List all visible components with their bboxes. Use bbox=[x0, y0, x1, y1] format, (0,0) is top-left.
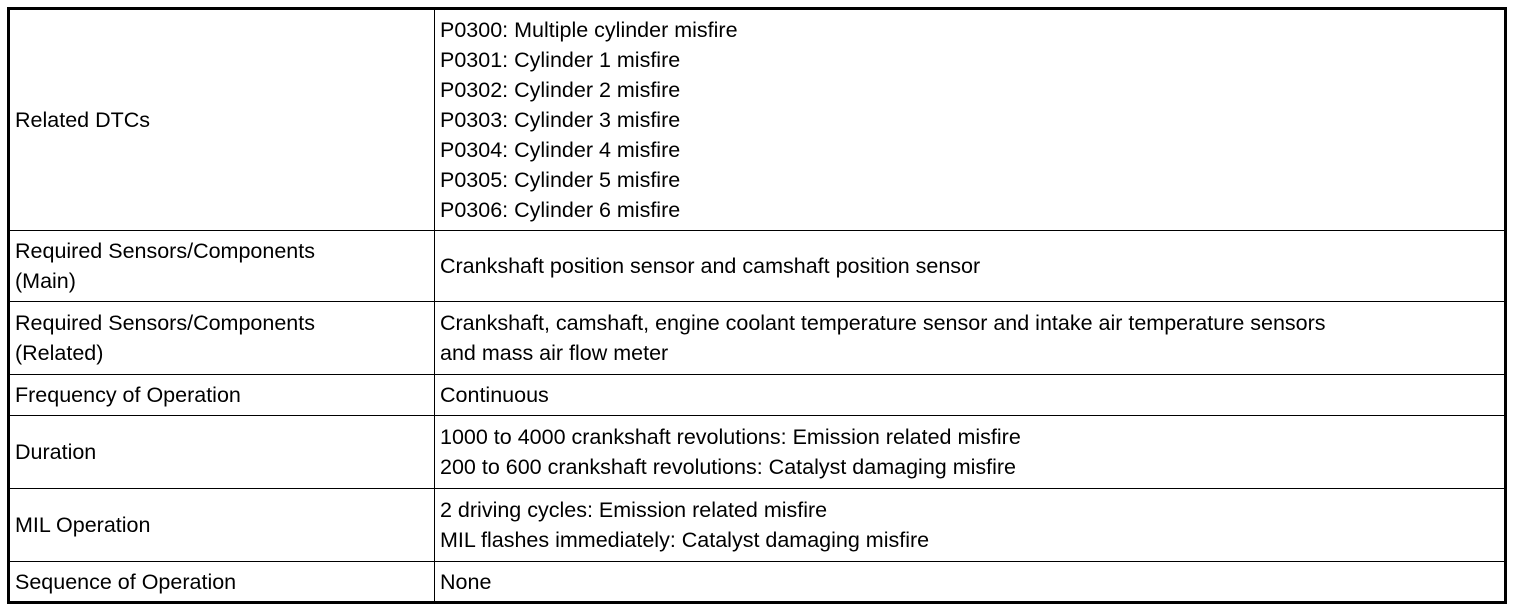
row-value-line: MIL flashes immediately: Catalyst damaging misfire bbox=[440, 528, 930, 552]
dtc-item: P0306: Cylinder 6 misfire bbox=[440, 198, 681, 222]
row-value-line: and mass air flow meter bbox=[440, 341, 669, 365]
row-value bbox=[435, 302, 1506, 375]
row-value bbox=[435, 489, 1506, 562]
table-row-frequency bbox=[9, 375, 1506, 416]
dtc-item: P0305: Cylinder 5 misfire bbox=[440, 168, 681, 192]
row-label bbox=[9, 231, 435, 302]
row-label-line: Required Sensors/Components bbox=[15, 311, 315, 335]
row-value bbox=[435, 416, 1506, 489]
table-row-mil-operation bbox=[9, 489, 1506, 562]
dtc-item: P0301: Cylinder 1 misfire bbox=[440, 48, 681, 72]
row-label-line: (Related) bbox=[15, 341, 104, 365]
monitor-spec-table bbox=[7, 7, 1507, 604]
row-label bbox=[9, 9, 435, 231]
dtc-item: P0304: Cylinder 4 misfire bbox=[440, 138, 681, 162]
row-value-line: Crankshaft, camshaft, engine coolant temperature sensor and intake air temperature sensors bbox=[440, 311, 1326, 335]
row-label-line: Sequence of Operation bbox=[15, 569, 237, 594]
row-value bbox=[435, 562, 1506, 603]
row-value-line: None bbox=[440, 569, 492, 594]
row-label bbox=[9, 489, 435, 562]
row-label-line: Duration bbox=[15, 440, 97, 464]
row-value-line: 2 driving cycles: Emission related misfire bbox=[440, 498, 828, 522]
dtc-item: P0302: Cylinder 2 misfire bbox=[440, 78, 681, 102]
row-label bbox=[9, 416, 435, 489]
row-value bbox=[435, 9, 1506, 231]
row-label bbox=[9, 302, 435, 375]
row-value bbox=[435, 375, 1506, 416]
table-row-sensors-main bbox=[9, 231, 1506, 302]
table-row-duration bbox=[9, 416, 1506, 489]
row-label-line: Required Sensors/Components bbox=[15, 239, 315, 263]
row-value-line: 200 to 600 crankshaft revolutions: Catalyst damaging misfire bbox=[440, 455, 1017, 479]
row-label bbox=[9, 375, 435, 416]
row-label-line: MIL Operation bbox=[15, 513, 151, 537]
dtc-item: P0303: Cylinder 3 misfire bbox=[440, 108, 681, 132]
table-row-related-dtcs bbox=[9, 9, 1506, 231]
row-label-line: Related DTCs bbox=[15, 108, 151, 132]
row-value bbox=[435, 231, 1506, 302]
row-value-line: Continuous bbox=[440, 383, 549, 407]
table-row-sensors-related bbox=[9, 302, 1506, 375]
row-label-line: (Main) bbox=[15, 269, 76, 293]
table-row-sequence bbox=[9, 562, 1506, 603]
dtc-item: P0300: Multiple cylinder misfire bbox=[440, 18, 738, 42]
row-value-line: Crankshaft position sensor and camshaft position sensor bbox=[440, 254, 981, 278]
row-value-line: 1000 to 4000 crankshaft revolutions: Emission related misfire bbox=[440, 425, 1021, 449]
row-label bbox=[9, 562, 435, 603]
row-label-line: Frequency of Operation bbox=[15, 383, 241, 407]
